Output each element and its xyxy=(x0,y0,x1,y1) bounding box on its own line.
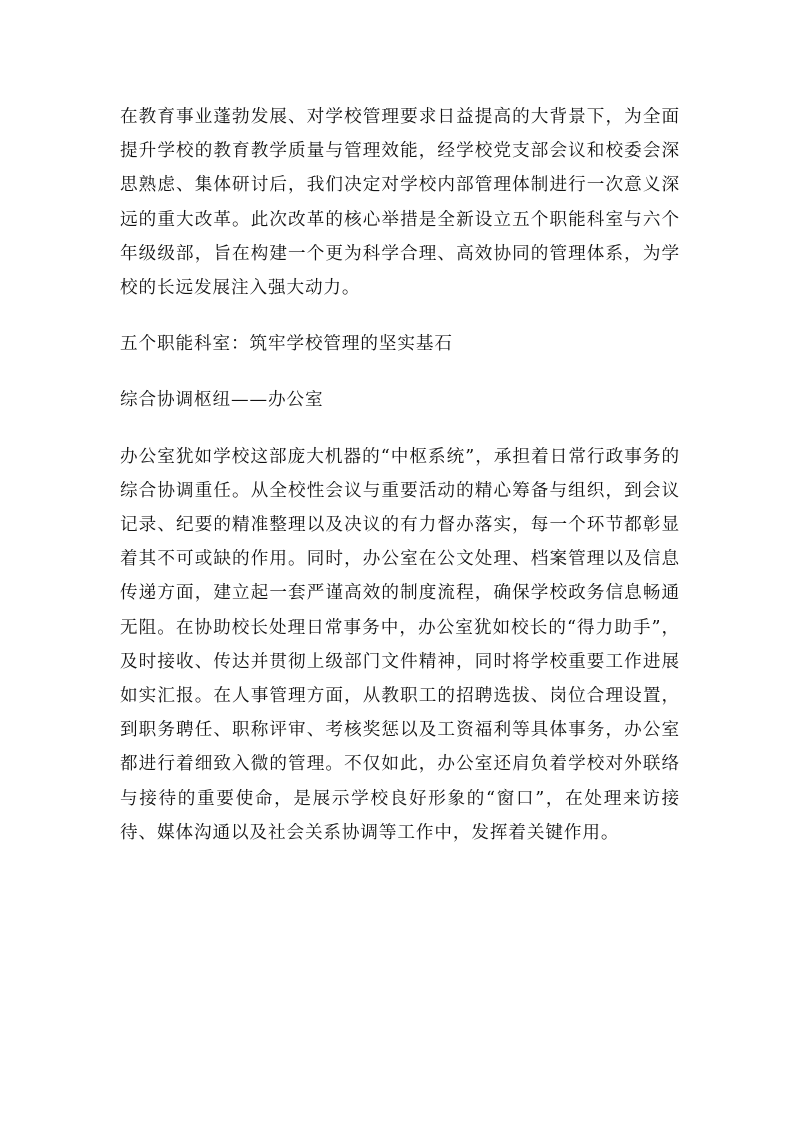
office-paragraph: 办公室犹如学校这部庞大机器的“中枢系统”，承担着日常行政事务的综合协调重任。从全校性会议与重要活动的精心筹备与组织，到会议记录、纪要的精准整理以及决议的有力督办落实，每一个环节都彰显着其不可或缺的作用。同时，办公室在公文处理、档案管理以及信息传递方面，建立起一套严谨高效的制度流程，确保学校政务信息畅通无阻。在协助校长处理日常事务中，办公室犹如校长的“得力助手”，及时接收、传达并贯彻上级部门文件精神，同时将学校重要工作进展如实汇报。在人事管理方面，从教职工的招聘选拔、岗位合理设置，到职务聘任、职称评审、考核奖惩以及工资福利等具体事务，办公室都进行着细致入微的管理。不仅如此，办公室还肩负着学校对外联络与接待的重要使命，是展示学校良好形象的“窗口”，在处理来访接待、媒体沟通以及社会关系协调等工作中，发挥着关键作用。 xyxy=(120,446,680,843)
document-body xyxy=(120,100,680,872)
subsection-heading: 综合协调枢纽——办公室 xyxy=(120,390,324,411)
section-heading: 五个职能科室：筑牢学校管理的坚实基石 xyxy=(120,334,453,355)
intro-paragraph: 在教育事业蓬勃发展、对学校管理要求日益提高的大背景下，为全面提升学校的教育教学质量与管理效能，经学校党支部会议和校委会深思熟虑、集体研讨后，我们决定对学校内部管理体制进行一次意义深远的重大改革。此次改革的核心举措是全新设立五个职能科室与六个年级级部，旨在构建一个更为科学合理、高效协同的管理体系，为学校的长远发展注入强大动力。 xyxy=(120,107,680,299)
